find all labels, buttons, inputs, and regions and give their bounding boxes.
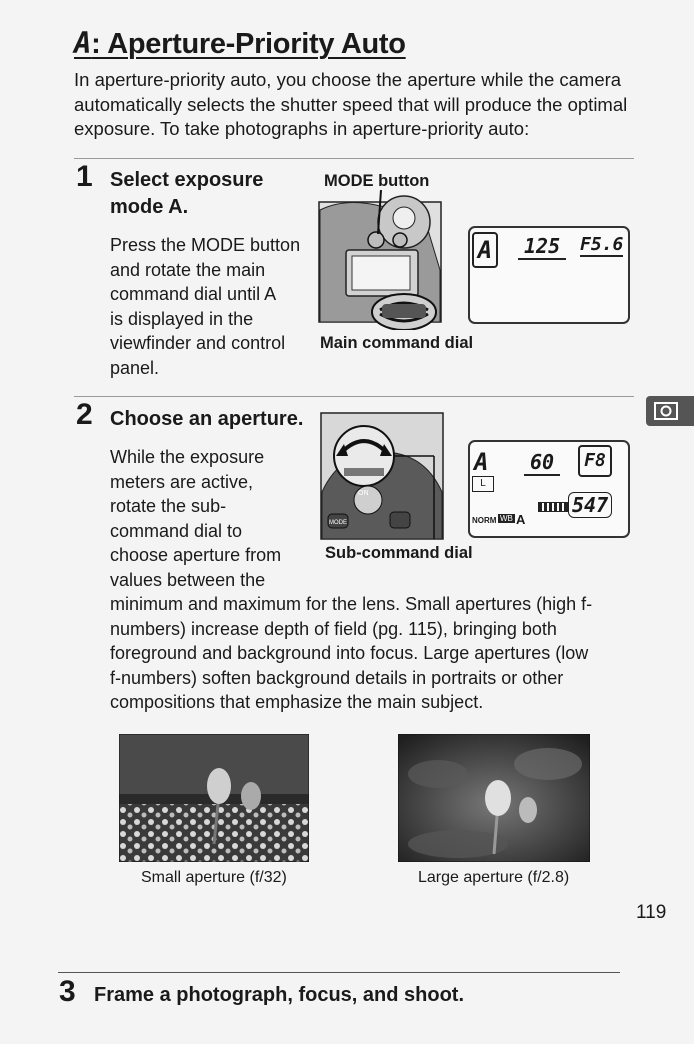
photo-caption: Small aperture (f/32): [141, 869, 287, 886]
page-number: 119: [636, 902, 667, 923]
step-heading: Select exposure mode A.: [110, 169, 264, 218]
mode-indicator: A: [472, 232, 498, 268]
sub-dial-caption: Sub-command dial: [325, 544, 473, 562]
control-panel-display: [468, 226, 630, 324]
main-dial-caption: Main command dial: [320, 334, 474, 352]
aperture-value: F8: [578, 445, 612, 477]
divider: [58, 972, 620, 973]
step-body: Press the MODE button and rotate the main command dial until A is displayed in the viewfinder and control panel.: [110, 235, 301, 378]
step-number: 3: [59, 975, 76, 1008]
small-aperture-photo: [119, 734, 309, 862]
norm-label: NORM: [472, 516, 497, 525]
step-number: 2: [76, 398, 93, 431]
control-panel-display: [468, 440, 630, 538]
image-quality: L: [472, 476, 494, 492]
shutter-speed-value: 125: [518, 234, 566, 260]
section-tab: [646, 396, 694, 426]
mode-button-label: MODE: [329, 520, 347, 526]
aperture-value: F5.6: [580, 234, 624, 255]
exposure-count: 547: [568, 492, 612, 518]
step-heading: Choose an aperture.: [110, 408, 304, 430]
mode-indicator: A: [474, 448, 489, 476]
divider: [74, 396, 634, 397]
large-aperture-photo: [398, 734, 590, 862]
exposure-mode-icon: [646, 396, 694, 426]
mode-a-glyph: A: [74, 26, 92, 60]
wb-label: WB: [500, 514, 513, 523]
step-number: 1: [76, 160, 93, 193]
page-title: A: Aperture-Priority Auto: [74, 26, 406, 60]
step-heading: Frame a photograph, focus, and shoot.: [94, 984, 465, 1006]
divider: [74, 158, 634, 159]
intro-paragraph: In aperture-priority auto, you choose the aperture while the camera automatically selects the shutter speed that will produce the optimal exposure. To take photographs in aperture-priority auto:: [74, 69, 628, 139]
shutter-speed-value: 60: [524, 450, 560, 476]
wb-mode-label: A: [516, 512, 526, 527]
photo-caption: Large aperture (f/2.8): [418, 869, 570, 886]
step-body-continued: minimum and maximum for the lens. Small apertures (high f- numbers) increase depth of field (pg. 115), bringing both foreground and background into focus. Large apertures (low f-numbers) soften background details in portraits or other compositions that emphasize the main subject.: [110, 594, 593, 712]
sub-command-dial-illustration: [320, 412, 444, 540]
battery-icon: [538, 502, 568, 512]
on-label: ON: [358, 490, 369, 497]
camera-mode-button-illustration: [318, 190, 444, 330]
step-body: While the exposure meters are active, rotate the sub- command dial to choose aperture from values between the: [110, 447, 282, 590]
mode-button-caption: MODE button: [324, 172, 430, 190]
